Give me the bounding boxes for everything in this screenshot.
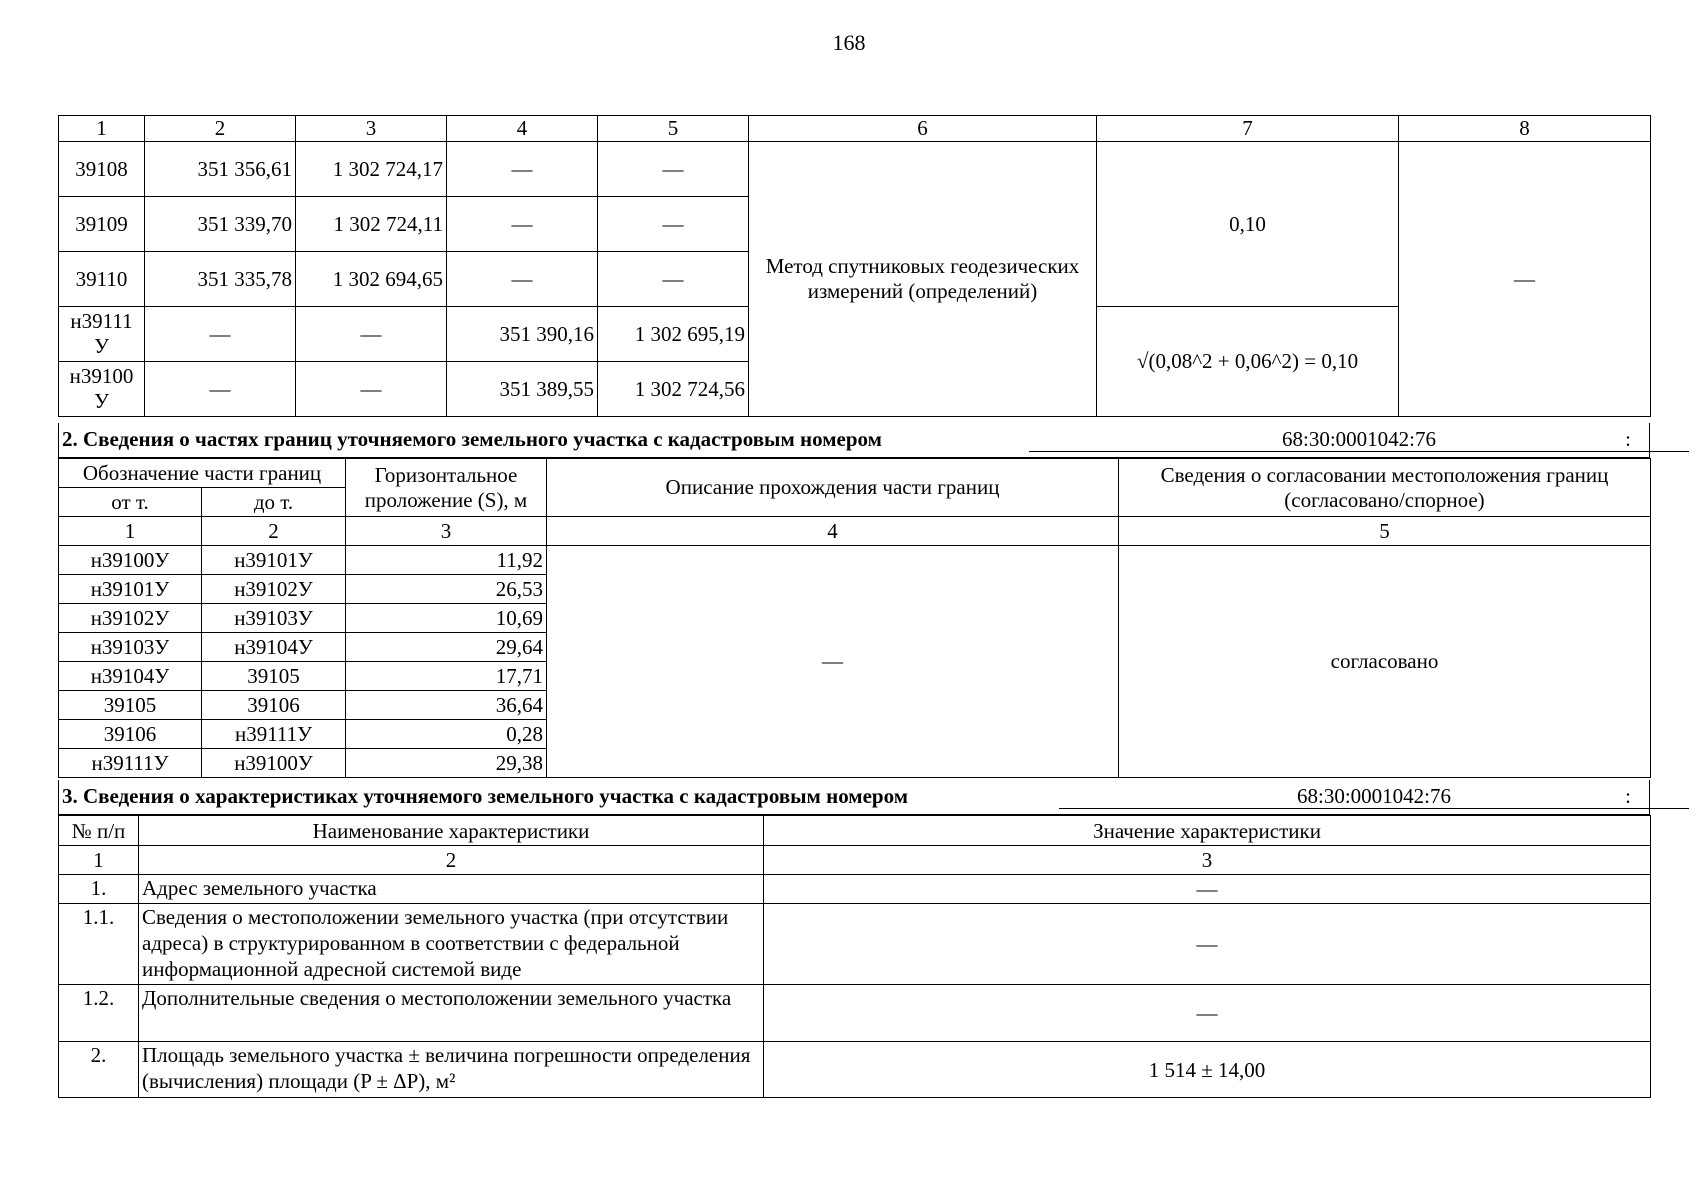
agreement-value: согласовано bbox=[1119, 546, 1651, 778]
coords-col-header: 1 bbox=[59, 116, 145, 142]
to-point: н39103У bbox=[202, 604, 346, 633]
y-new: — bbox=[598, 142, 749, 197]
table-row bbox=[59, 546, 1651, 575]
section-3-cadastral-number: 68:30:0001042:76 bbox=[1296, 784, 1451, 808]
from-point: н39111У bbox=[59, 749, 202, 778]
from-point: 39105 bbox=[59, 691, 202, 720]
from-header: от т. bbox=[59, 488, 202, 517]
char-name: Площадь земельного участка ± величина погрешности определения (вычисления) площади (P ± ΔP), м² bbox=[139, 1042, 764, 1098]
x-new: 351 389,55 bbox=[447, 362, 598, 417]
to-point: н39111У bbox=[202, 720, 346, 749]
point-id: н39100 У bbox=[59, 362, 145, 417]
col-number: 2 bbox=[139, 846, 764, 875]
to-point: н39104У bbox=[202, 633, 346, 662]
y-old: 1 302 694,65 bbox=[296, 252, 447, 307]
col-number: 5 bbox=[1119, 517, 1651, 546]
coords-col-header: 2 bbox=[145, 116, 296, 142]
boundary-parts-table bbox=[58, 458, 1651, 778]
to-point: н39101У bbox=[202, 546, 346, 575]
from-point: н39102У bbox=[59, 604, 202, 633]
section-2-cadastral-number: 68:30:0001042:76 bbox=[1281, 427, 1436, 451]
char-num: 1. bbox=[59, 875, 139, 904]
x-old: 351 356,61 bbox=[145, 142, 296, 197]
col8-value: — bbox=[1399, 142, 1651, 417]
length-value: 10,69 bbox=[346, 604, 547, 633]
char-value: — bbox=[764, 875, 1651, 904]
x-new: — bbox=[447, 252, 598, 307]
x-new: — bbox=[447, 197, 598, 252]
method-cell: Метод спутниковых геодезических измерений (определений) bbox=[749, 142, 1097, 417]
y-old: 1 302 724,17 bbox=[296, 142, 447, 197]
y-old: — bbox=[296, 362, 447, 417]
col-number: 3 bbox=[346, 517, 547, 546]
y-new: — bbox=[598, 252, 749, 307]
section-3-underline bbox=[1059, 808, 1689, 809]
point-id: 39108 bbox=[59, 142, 145, 197]
length-value: 29,64 bbox=[346, 633, 547, 662]
char-value: — bbox=[764, 904, 1651, 985]
to-point: н39100У bbox=[202, 749, 346, 778]
table-row bbox=[59, 1042, 1651, 1098]
num-header: № п/п bbox=[59, 816, 139, 846]
coords-col-header: 7 bbox=[1097, 116, 1399, 142]
col-number: 1 bbox=[59, 846, 139, 875]
length-value: 0,28 bbox=[346, 720, 547, 749]
y-old: 1 302 724,11 bbox=[296, 197, 447, 252]
col-number: 2 bbox=[202, 517, 346, 546]
char-num: 2. bbox=[59, 1042, 139, 1098]
designation-header: Обозначение части границ bbox=[59, 459, 346, 488]
char-name: Сведения о местоположении земельного участка (при отсутствии адреса) в структурированном в соответствии с федеральной информационной адресной системой виде bbox=[139, 904, 764, 985]
x-old: — bbox=[145, 362, 296, 417]
char-num: 1.1. bbox=[59, 904, 139, 985]
char-value: — bbox=[764, 985, 1651, 1042]
section-2-underline bbox=[1029, 451, 1689, 452]
char-value: 1 514 ± 14,00 bbox=[764, 1042, 1651, 1098]
char-num: 1.2. bbox=[59, 985, 139, 1042]
y-new: 1 302 695,19 bbox=[598, 307, 749, 362]
x-new: 351 390,16 bbox=[447, 307, 598, 362]
value-header: Значение характеристики bbox=[764, 816, 1651, 846]
agreement-header: Сведения о согласовании местоположения границ (согласовано/спорное) bbox=[1119, 459, 1651, 517]
length-header: Горизонтальное проложение (S), м bbox=[346, 459, 547, 517]
table-row bbox=[59, 904, 1651, 985]
col-number: 3 bbox=[764, 846, 1651, 875]
from-point: н39103У bbox=[59, 633, 202, 662]
col-number: 4 bbox=[547, 517, 1119, 546]
coords-header-row bbox=[59, 116, 1651, 142]
chars-col-numbers-row bbox=[59, 846, 1651, 875]
point-id: 39109 bbox=[59, 197, 145, 252]
coords-col-header: 4 bbox=[447, 116, 598, 142]
length-value: 17,71 bbox=[346, 662, 547, 691]
accuracy-bottom: √(0,08^2 + 0,06^2) = 0,10 bbox=[1097, 307, 1399, 417]
section-3-title: 3. Сведения о характеристиках уточняемого земельного участка с кадастровым номером bbox=[62, 784, 909, 808]
col-number: 1 bbox=[59, 517, 202, 546]
x-new: — bbox=[447, 142, 598, 197]
length-value: 36,64 bbox=[346, 691, 547, 720]
coords-col-header: 6 bbox=[749, 116, 1097, 142]
x-old: — bbox=[145, 307, 296, 362]
parts-header-row bbox=[59, 459, 1651, 488]
to-point: н39102У bbox=[202, 575, 346, 604]
from-point: н39104У bbox=[59, 662, 202, 691]
table-row bbox=[59, 875, 1651, 904]
length-value: 26,53 bbox=[346, 575, 547, 604]
characteristics-table bbox=[58, 815, 1651, 1098]
table-row bbox=[59, 142, 1651, 197]
y-new: 1 302 724,56 bbox=[598, 362, 749, 417]
section-3-colon: : bbox=[1625, 784, 1631, 808]
from-point: н39101У bbox=[59, 575, 202, 604]
coords-col-header: 3 bbox=[296, 116, 447, 142]
x-old: 351 335,78 bbox=[145, 252, 296, 307]
point-id: н39111 У bbox=[59, 307, 145, 362]
coordinates-table bbox=[58, 115, 1651, 417]
description-header: Описание прохождения части границ bbox=[547, 459, 1119, 517]
length-value: 29,38 bbox=[346, 749, 547, 778]
from-point: н39100У bbox=[59, 546, 202, 575]
table-row bbox=[59, 985, 1651, 1042]
to-point: 39106 bbox=[202, 691, 346, 720]
accuracy-top: 0,10 bbox=[1097, 142, 1399, 307]
coords-col-header: 8 bbox=[1399, 116, 1651, 142]
section-3-heading bbox=[58, 780, 1650, 815]
name-header: Наименование характеристики bbox=[139, 816, 764, 846]
to-point: 39105 bbox=[202, 662, 346, 691]
length-value: 11,92 bbox=[346, 546, 547, 575]
page-number: 168 bbox=[832, 30, 866, 55]
y-new: — bbox=[598, 197, 749, 252]
parts-col-numbers-row bbox=[59, 517, 1651, 546]
section-2-colon: : bbox=[1625, 427, 1631, 451]
char-name: Дополнительные сведения о местоположении земельного участка bbox=[139, 985, 764, 1042]
from-point: 39106 bbox=[59, 720, 202, 749]
section-2-title: 2. Сведения о частях границ уточняемого земельного участка с кадастровым номером bbox=[62, 427, 882, 451]
chars-header-row bbox=[59, 816, 1651, 846]
coords-col-header: 5 bbox=[598, 116, 749, 142]
x-old: 351 339,70 bbox=[145, 197, 296, 252]
description-value: — bbox=[547, 546, 1119, 778]
to-header: до т. bbox=[202, 488, 346, 517]
char-name: Адрес земельного участка bbox=[139, 875, 764, 904]
section-2-heading bbox=[58, 423, 1650, 458]
point-id: 39110 bbox=[59, 252, 145, 307]
y-old: — bbox=[296, 307, 447, 362]
